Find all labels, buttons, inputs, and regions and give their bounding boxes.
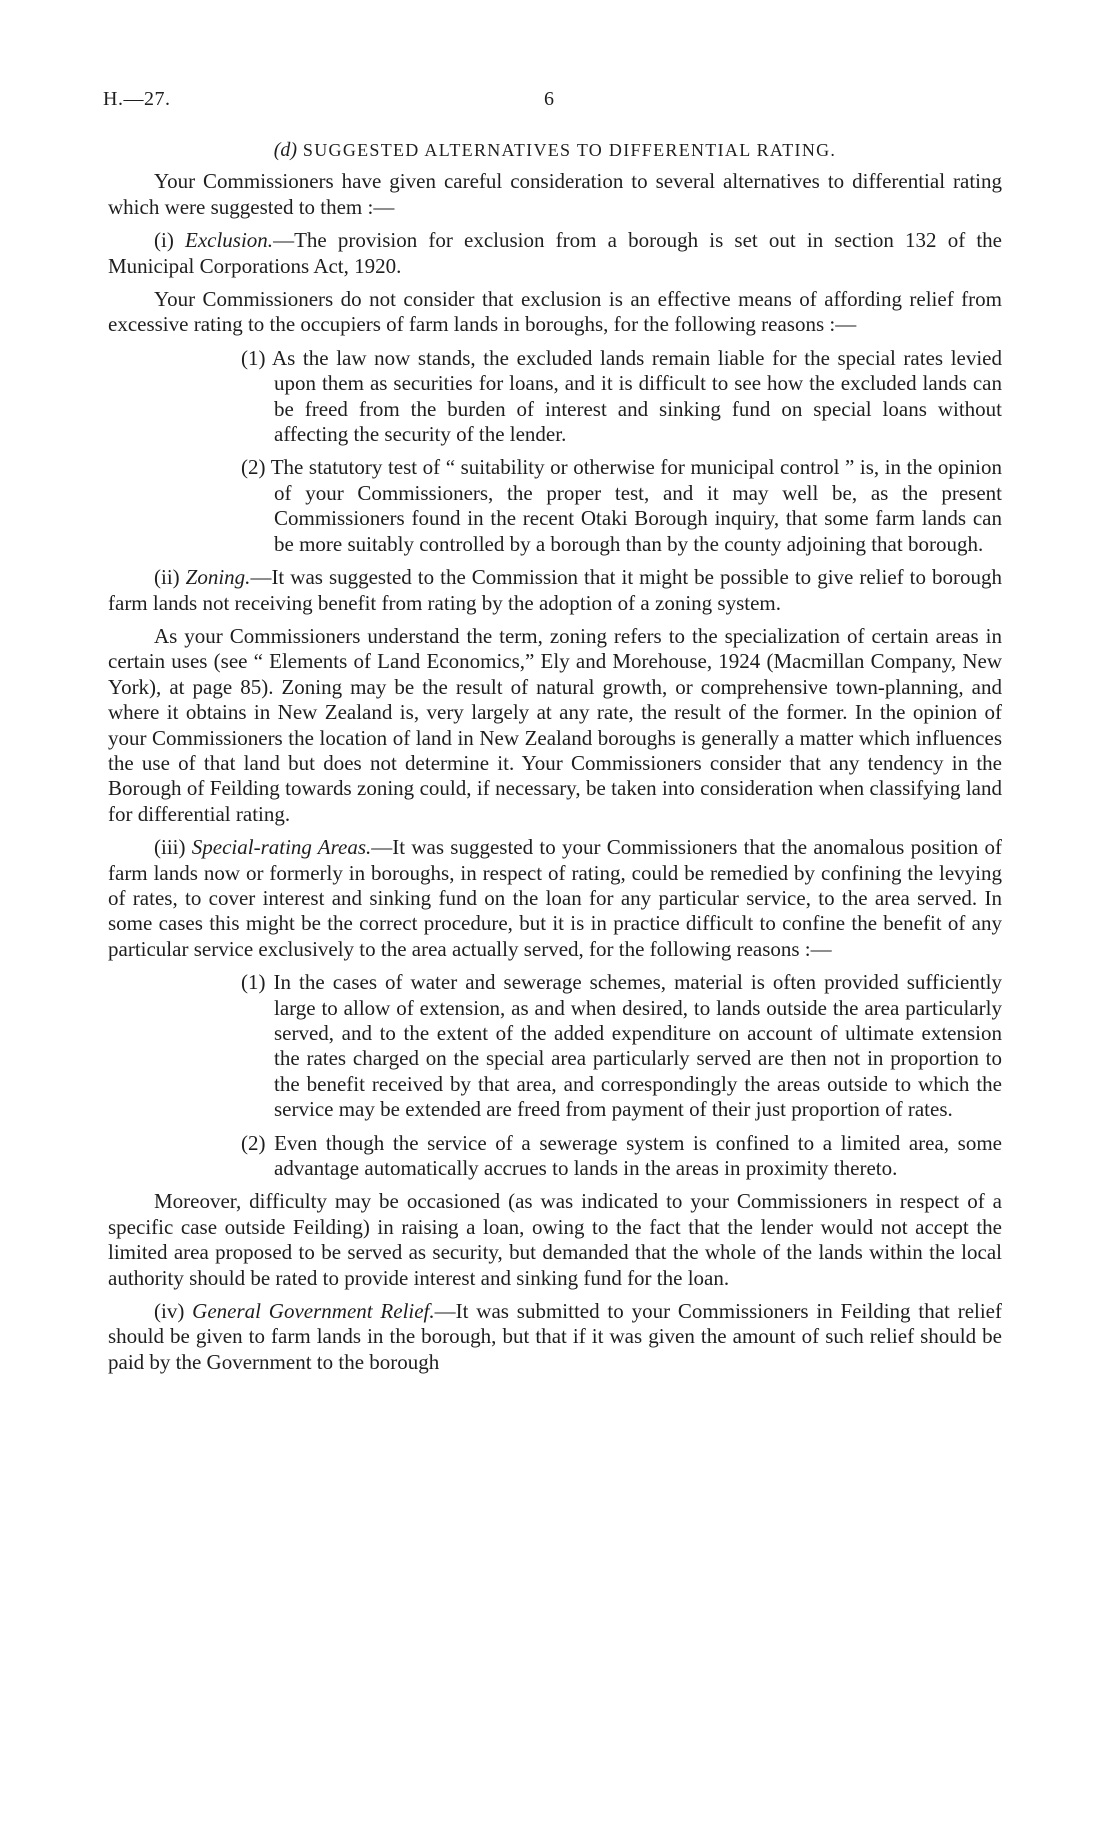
- paragraph-special-rating-areas: [108, 835, 1002, 962]
- item-number: (i): [154, 228, 174, 253]
- list-number: (1): [241, 345, 266, 370]
- page-header: [103, 88, 1003, 118]
- subheading-exclusion: Exclusion.: [185, 228, 274, 253]
- list-number: (2): [241, 455, 266, 480]
- list-text: The statutory test of “ suitability or otherwise for municipal control ” is, in the opinion of your Commissioners, the proper test, and it may well be, as the present Commissioners found in the recent Otaki Borough inquiry, that some farm lands can be more suitably controlled by a borough than by the county adjoining that borough.: [270, 455, 1003, 556]
- paragraph-text: —The provision for exclusion from a borough is set out in section 132 of the Municipal Corporations Act, 1920.: [108, 228, 1003, 278]
- paragraph-text: Your Commissioners have given careful consideration to several alternatives to differential rating which were suggested to them :—: [108, 169, 1002, 219]
- list-text: Even though the service of a sewerage system is confined to a limited area, some advantage automatically accrues to lands in the areas in proximity thereto.: [274, 1130, 1002, 1181]
- paragraph-zoning-definition: [108, 624, 1002, 827]
- paragraph-government-relief: [108, 1299, 1002, 1375]
- document-body: [108, 138, 1002, 1383]
- paragraph-text: —It was submitted to your Commissioners in Feilding that relief should be given to farm lands in the borough, but that if it was given the amount of such relief should be paid by the Government to the borough: [108, 1299, 1002, 1374]
- list-item: [108, 346, 1002, 448]
- paragraph-loan-difficulty: [108, 1189, 1002, 1291]
- subheading-special-rating-areas: Special-rating Areas.: [191, 835, 372, 860]
- paragraph-text: —It was suggested to your Commissioners that the anomalous position of farm lands now or formerly in boroughs, in respect of rating, could be remedied by confining the levying of rates, to cover interest and sinking fund on the loan for any particular service, to the area served. In some cases this might be the correct procedure, but it is in practice difficult to confine the benefit of any particular service exclusively to the area actually served, for the following reasons :—: [108, 835, 1003, 961]
- paragraph-zoning: [108, 565, 1002, 616]
- paragraph-text: Your Commissioners do not consider that exclusion is an effective means of affording relief from excessive rating to the occupiers of farm lands in boroughs, for the following reasons :—: [108, 287, 1002, 337]
- paragraph-intro: [108, 169, 1002, 220]
- paragraph-text: As your Commissioners understand the term, zoning refers to the specialization of certain areas in certain uses (see “ Elements of Land Economics,” Ely and Morehouse, 1924 (Macmillan Company, New York), at page 85). Zoning may be the result of natural growth, or comprehensive town-planning, and where it obtains in New Zealand is, very largely at any rate, the result of the former. In the opinion of your Commissioners the location of land in New Zealand boroughs is generally a matter which influences the use of that land but does not determine it. Your Commissioners consider that any tendency in the Borough of Feilding towards zoning could, if necessary, be taken into consideration when classifying land for differential rating.: [108, 623, 1002, 826]
- list-text: In the cases of water and sewerage schemes, material is often provided sufficiently large to allow of extension, as and when desired, to lands outside the area particularly served, and to the extent of the added expenditure on account of ultimate extension the rates charged on the special area particularly served are then not in proportion to the benefit received by that area, and correspondingly the areas outside to which the service may be extended are freed from payment of their just proportion of rates.: [273, 970, 1002, 1122]
- section-title: SUGGESTED ALTERNATIVES TO DIFFERENTIAL RATING.: [302, 140, 837, 160]
- section-label: (d): [273, 139, 298, 161]
- item-number: (ii): [154, 565, 180, 590]
- paragraph-exclusion-opinion: [108, 287, 1002, 338]
- list-item: [108, 455, 1002, 557]
- item-number: (iv): [154, 1299, 185, 1324]
- item-number: (iii): [154, 835, 186, 860]
- list-item: [108, 1131, 1002, 1182]
- paragraph-text: Moreover, difficulty may be occasioned (as was indicated to your Commissioners in respect of a specific case outside Feilding) in raising a loan, owing to the fact that the lender would not accept the limited area proposed to be served as security, but demanded that the whole of the lands within the local authority should be rated to provide interest and sinking fund for the loan.: [108, 1189, 1002, 1290]
- section-heading: [108, 138, 1002, 163]
- list-number: (1): [241, 970, 266, 995]
- document-reference: H.—27.: [103, 88, 171, 110]
- list-text: As the law now stands, the excluded lands remain liable for the special rates levied upon them as securities for loans, and it is difficult to see how the excluded lands can be freed from the burden of interest and sinking fund on special loans without affecting the security of the lender.: [271, 345, 1003, 447]
- paragraph-text: —It was suggested to the Commission that it might be possible to give relief to borough farm lands not receiving benefit from rating by the adoption of a zoning system.: [108, 565, 1003, 615]
- subheading-zoning: Zoning.: [185, 565, 251, 590]
- list-item: [108, 970, 1002, 1122]
- list-number: (2): [241, 1130, 266, 1155]
- page-number: 6: [544, 88, 555, 110]
- paragraph-exclusion: [108, 228, 1002, 279]
- subheading-government-relief: General Government Relief.: [192, 1299, 435, 1324]
